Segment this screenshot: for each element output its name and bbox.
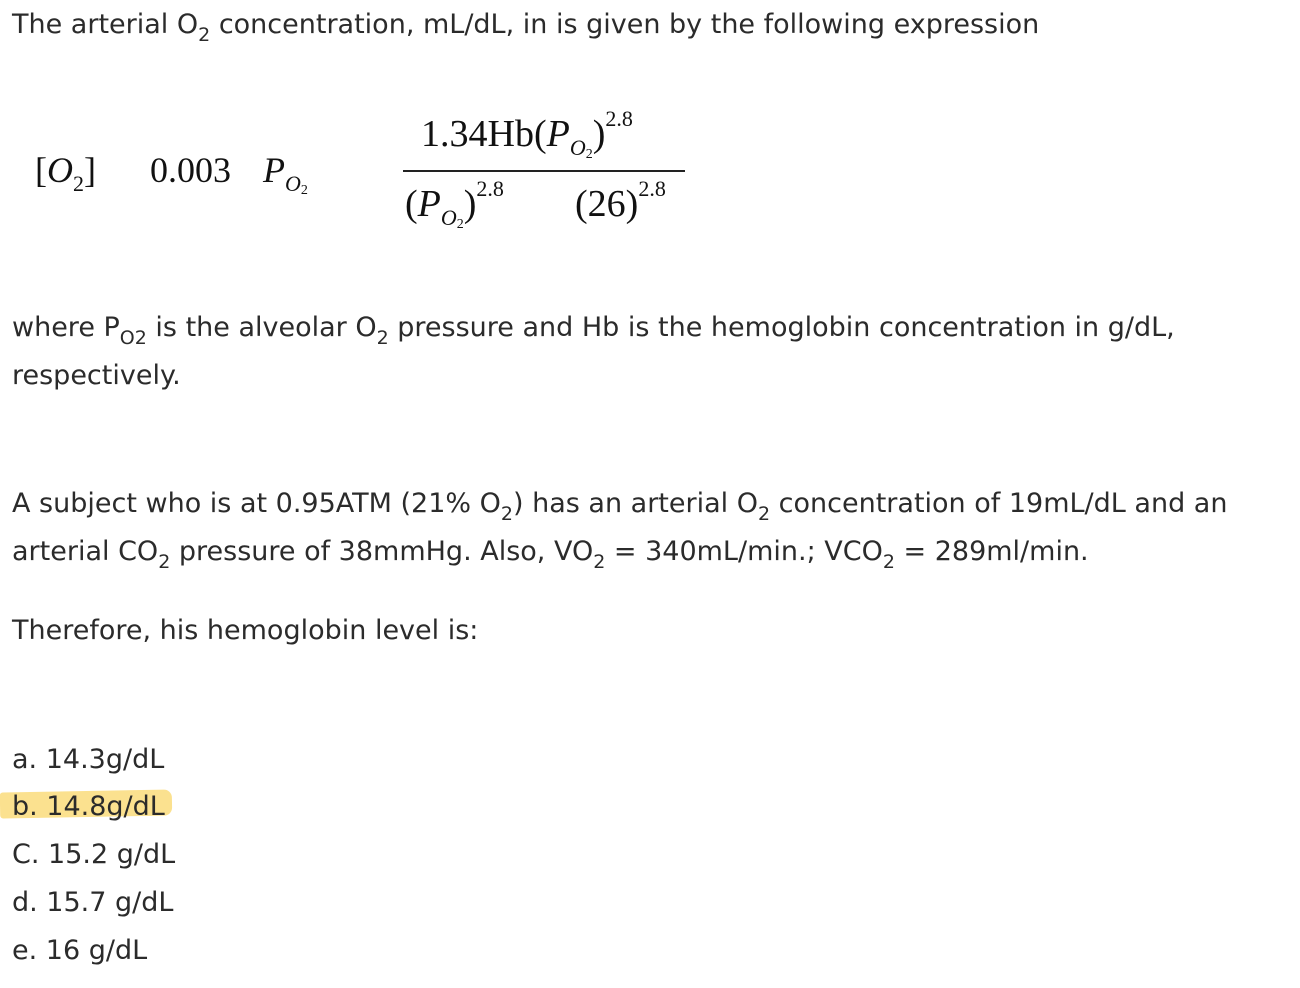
equation-coefficient: 0.003 bbox=[150, 150, 231, 190]
intro-text: The arterial $O_2$ concentration, mL/dL, in is given by the following expression bbox=[12, 9, 1040, 46]
fraction-numerator: $1.34Hb(P_{O2})^{2.8}$ bbox=[421, 106, 633, 162]
option-d[interactable]: d. 15.7 g/dL bbox=[12, 887, 174, 918]
equation-p-term: $P_{O2}$ bbox=[263, 150, 308, 198]
scenario-text-line1: A subject who is at 0.95ATM (21% $O_2$) has an arterial $O_2$ concentration of 19mL/dL and an bbox=[12, 488, 1228, 525]
option-e[interactable]: e. 16 g/dL bbox=[12, 935, 148, 966]
option-a[interactable]: a. 14.3g/dL bbox=[12, 744, 165, 775]
where-text-line1: where $P_{O2}$ is the alveolar $O_2$ pressure and Hb is the hemoglobin concentration in g/dL, bbox=[12, 312, 1175, 349]
option-c[interactable]: C. 15.2 g/dL bbox=[12, 839, 176, 870]
fraction-bar bbox=[403, 170, 685, 172]
fraction-denominator-const: $(26)^{2.8}$ bbox=[575, 176, 666, 225]
equation-lhs: $[O_2]$ bbox=[35, 150, 96, 196]
where-text-line2: respectively. bbox=[12, 360, 181, 391]
question-text: Therefore, his hemoglobin level is: bbox=[12, 615, 479, 646]
fraction-denominator-p: $(P_{O2})^{2.8}$ bbox=[405, 176, 504, 232]
scenario-text-line2: arterial $CO_2$ pressure of 38mmHg. Also, $VO_2 = 340mL/\min$.; $VCO_2 = 289ml/\min$. bbox=[12, 536, 1089, 573]
option-b[interactable]: b. 14.8g/dL bbox=[12, 791, 165, 822]
